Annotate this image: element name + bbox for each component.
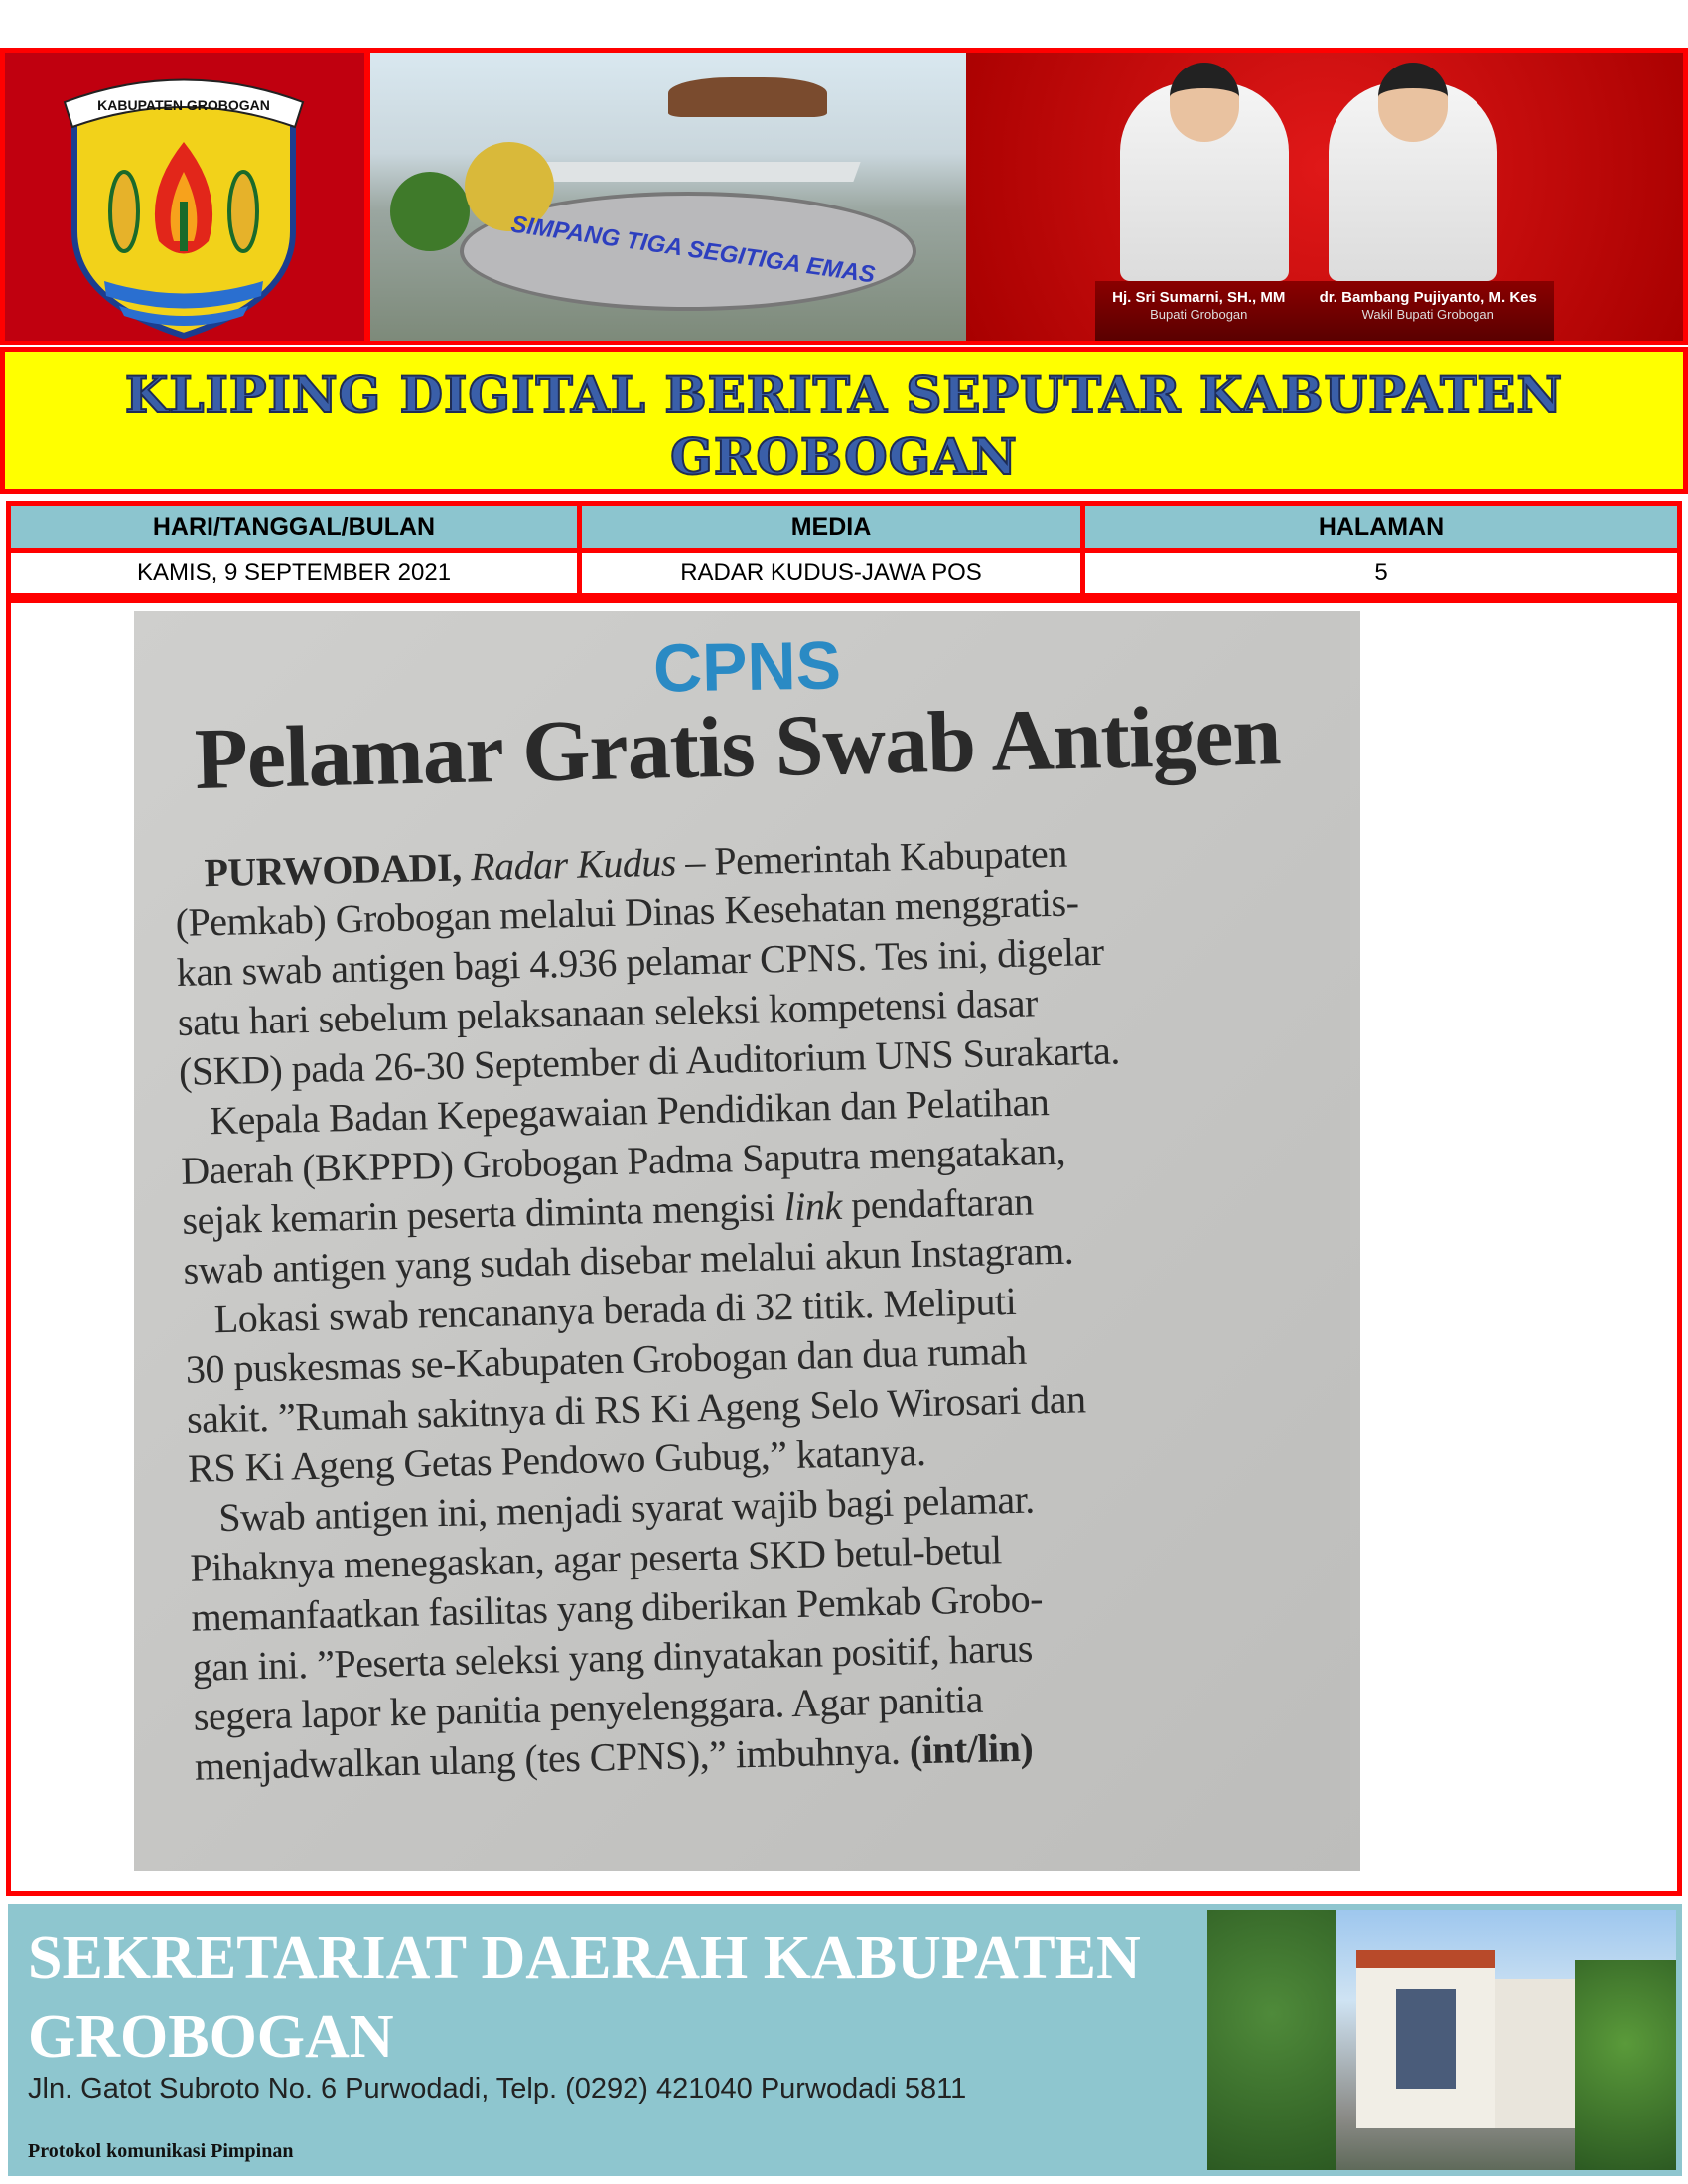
body-line: gan ini. ”Peserta seleksi yang dinyatakan positif, harus xyxy=(192,1625,1034,1690)
header-banner xyxy=(0,48,1688,345)
official-name: dr. Bambang Pujiyanto, M. Kes xyxy=(1319,289,1537,306)
body-line: pendaftaran xyxy=(850,1178,1034,1228)
officials-photo xyxy=(966,53,1683,341)
official-photo-bupati xyxy=(1120,82,1289,281)
plaza-sign: SIMPANG TIGA SEGITIGA EMAS xyxy=(508,210,877,289)
body-line: Lokasi swab rencananya berada di 32 titik. Meliputi xyxy=(213,1278,1017,1342)
page-title xyxy=(0,347,1688,494)
body-line: swab antigen yang sudah disebar melalui akun Instagram. xyxy=(183,1227,1074,1293)
plaza-photo xyxy=(370,53,966,341)
body-line: sakit. ”Rumah sakitnya di RS Ki Ageng Selo Wirosari dan xyxy=(186,1376,1086,1441)
header-page: HALAMAN xyxy=(1085,506,1677,548)
body-line: Swab antigen ini, menjadi syarat wajib bagi pelamar. xyxy=(217,1476,1036,1541)
clipping-info-table xyxy=(6,501,1682,598)
body-line: Kepala Badan Kepegawaian Pendidikan dan Pelatihan xyxy=(209,1079,1050,1144)
body-line: menjadwalkan ulang (tes CPNS),” imbuhnya. xyxy=(194,1727,901,1789)
body-italic-word: link xyxy=(783,1182,843,1230)
body-line: kan swab antigen bagi 4.936 pelamar CPNS. Tes ini, digelar xyxy=(176,928,1105,995)
svg-text:KABUPATEN GROBOGAN: KABUPATEN GROBOGAN xyxy=(97,97,270,113)
body-line: – Pemerintah Kabupaten xyxy=(684,830,1068,885)
body-line: 30 puskesmas se-Kabupaten Grobogan dan dua rumah xyxy=(185,1327,1028,1392)
footer-title-line-1: SEKRETARIAT DAERAH KABUPATEN xyxy=(28,1924,1141,1991)
value-media: RADAR KUDUS-JAWA POS xyxy=(582,553,1080,593)
article-body xyxy=(174,822,1356,1791)
banner-image xyxy=(370,53,1683,341)
title-line-1: KLIPING DIGITAL BERITA SEPUTAR KABUPATEN xyxy=(124,365,1564,424)
header-date: HARI/TANGGAL/BULAN xyxy=(11,506,577,548)
official-name: Hj. Sri Sumarni, SH., MM xyxy=(1112,289,1286,306)
title-line-2: GROBOGAN xyxy=(670,427,1018,485)
body-line: (SKD) pada 26-30 September di Auditorium UNS Surakarta. xyxy=(178,1027,1121,1094)
article-headline: Pelamar Gratis Swab Antigen xyxy=(194,687,1282,808)
officials-caption xyxy=(1095,281,1554,341)
value-page: 5 xyxy=(1085,553,1677,593)
body-line: RS Ki Ageng Getas Pendowo Gubug,” katanya. xyxy=(187,1429,926,1491)
logo-panel xyxy=(5,53,364,341)
body-line: satu hari sebelum pelaksanaan seleksi kompetensi dasar xyxy=(177,980,1039,1044)
official-photo-wakil xyxy=(1329,82,1497,281)
body-line: Pihaknya menegaskan, agar peserta SKD betul-betul xyxy=(189,1527,1003,1590)
official-role: Wakil Bupati Grobogan xyxy=(1361,307,1494,322)
grobogan-emblem-logo xyxy=(5,53,364,341)
header-media: MEDIA xyxy=(582,506,1080,548)
body-line: segera lapor ke panitia penyelenggara. Agar panitia xyxy=(193,1676,984,1739)
body-line: memanfaatkan fasilitas yang diberikan Pemkab Grobo- xyxy=(191,1575,1044,1640)
footer-note: Protokol komunikasi Pimpinan xyxy=(28,2140,294,2162)
official-role: Bupati Grobogan xyxy=(1150,307,1248,322)
footer xyxy=(8,1904,1682,2176)
value-date: KAMIS, 9 SEPTEMBER 2021 xyxy=(11,553,577,593)
office-building-photo xyxy=(1207,1910,1676,2170)
body-line: sejak kemarin peserta diminta mengisi xyxy=(181,1184,775,1243)
article-box xyxy=(6,598,1682,1896)
article-kicker: CPNS xyxy=(652,627,842,707)
body-line: Daerah (BKPPD) Grobogan Padma Saputra mengatakan, xyxy=(180,1128,1066,1193)
source: Radar Kudus xyxy=(470,839,677,889)
newspaper-clipping xyxy=(134,611,1360,1871)
body-line: (Pemkab) Grobogan melalui Dinas Kesehatan menggratis- xyxy=(175,880,1079,945)
footer-address: Jln. Gatot Subroto No. 6 Purwodadi, Telp. (0292) 421040 Purwodadi 5811 xyxy=(28,2073,967,2105)
byline-code: (int/lin) xyxy=(909,1724,1034,1773)
dateline: PURWODADI, xyxy=(204,844,463,895)
footer-title-line-2: GROBOGAN xyxy=(28,2003,394,2071)
